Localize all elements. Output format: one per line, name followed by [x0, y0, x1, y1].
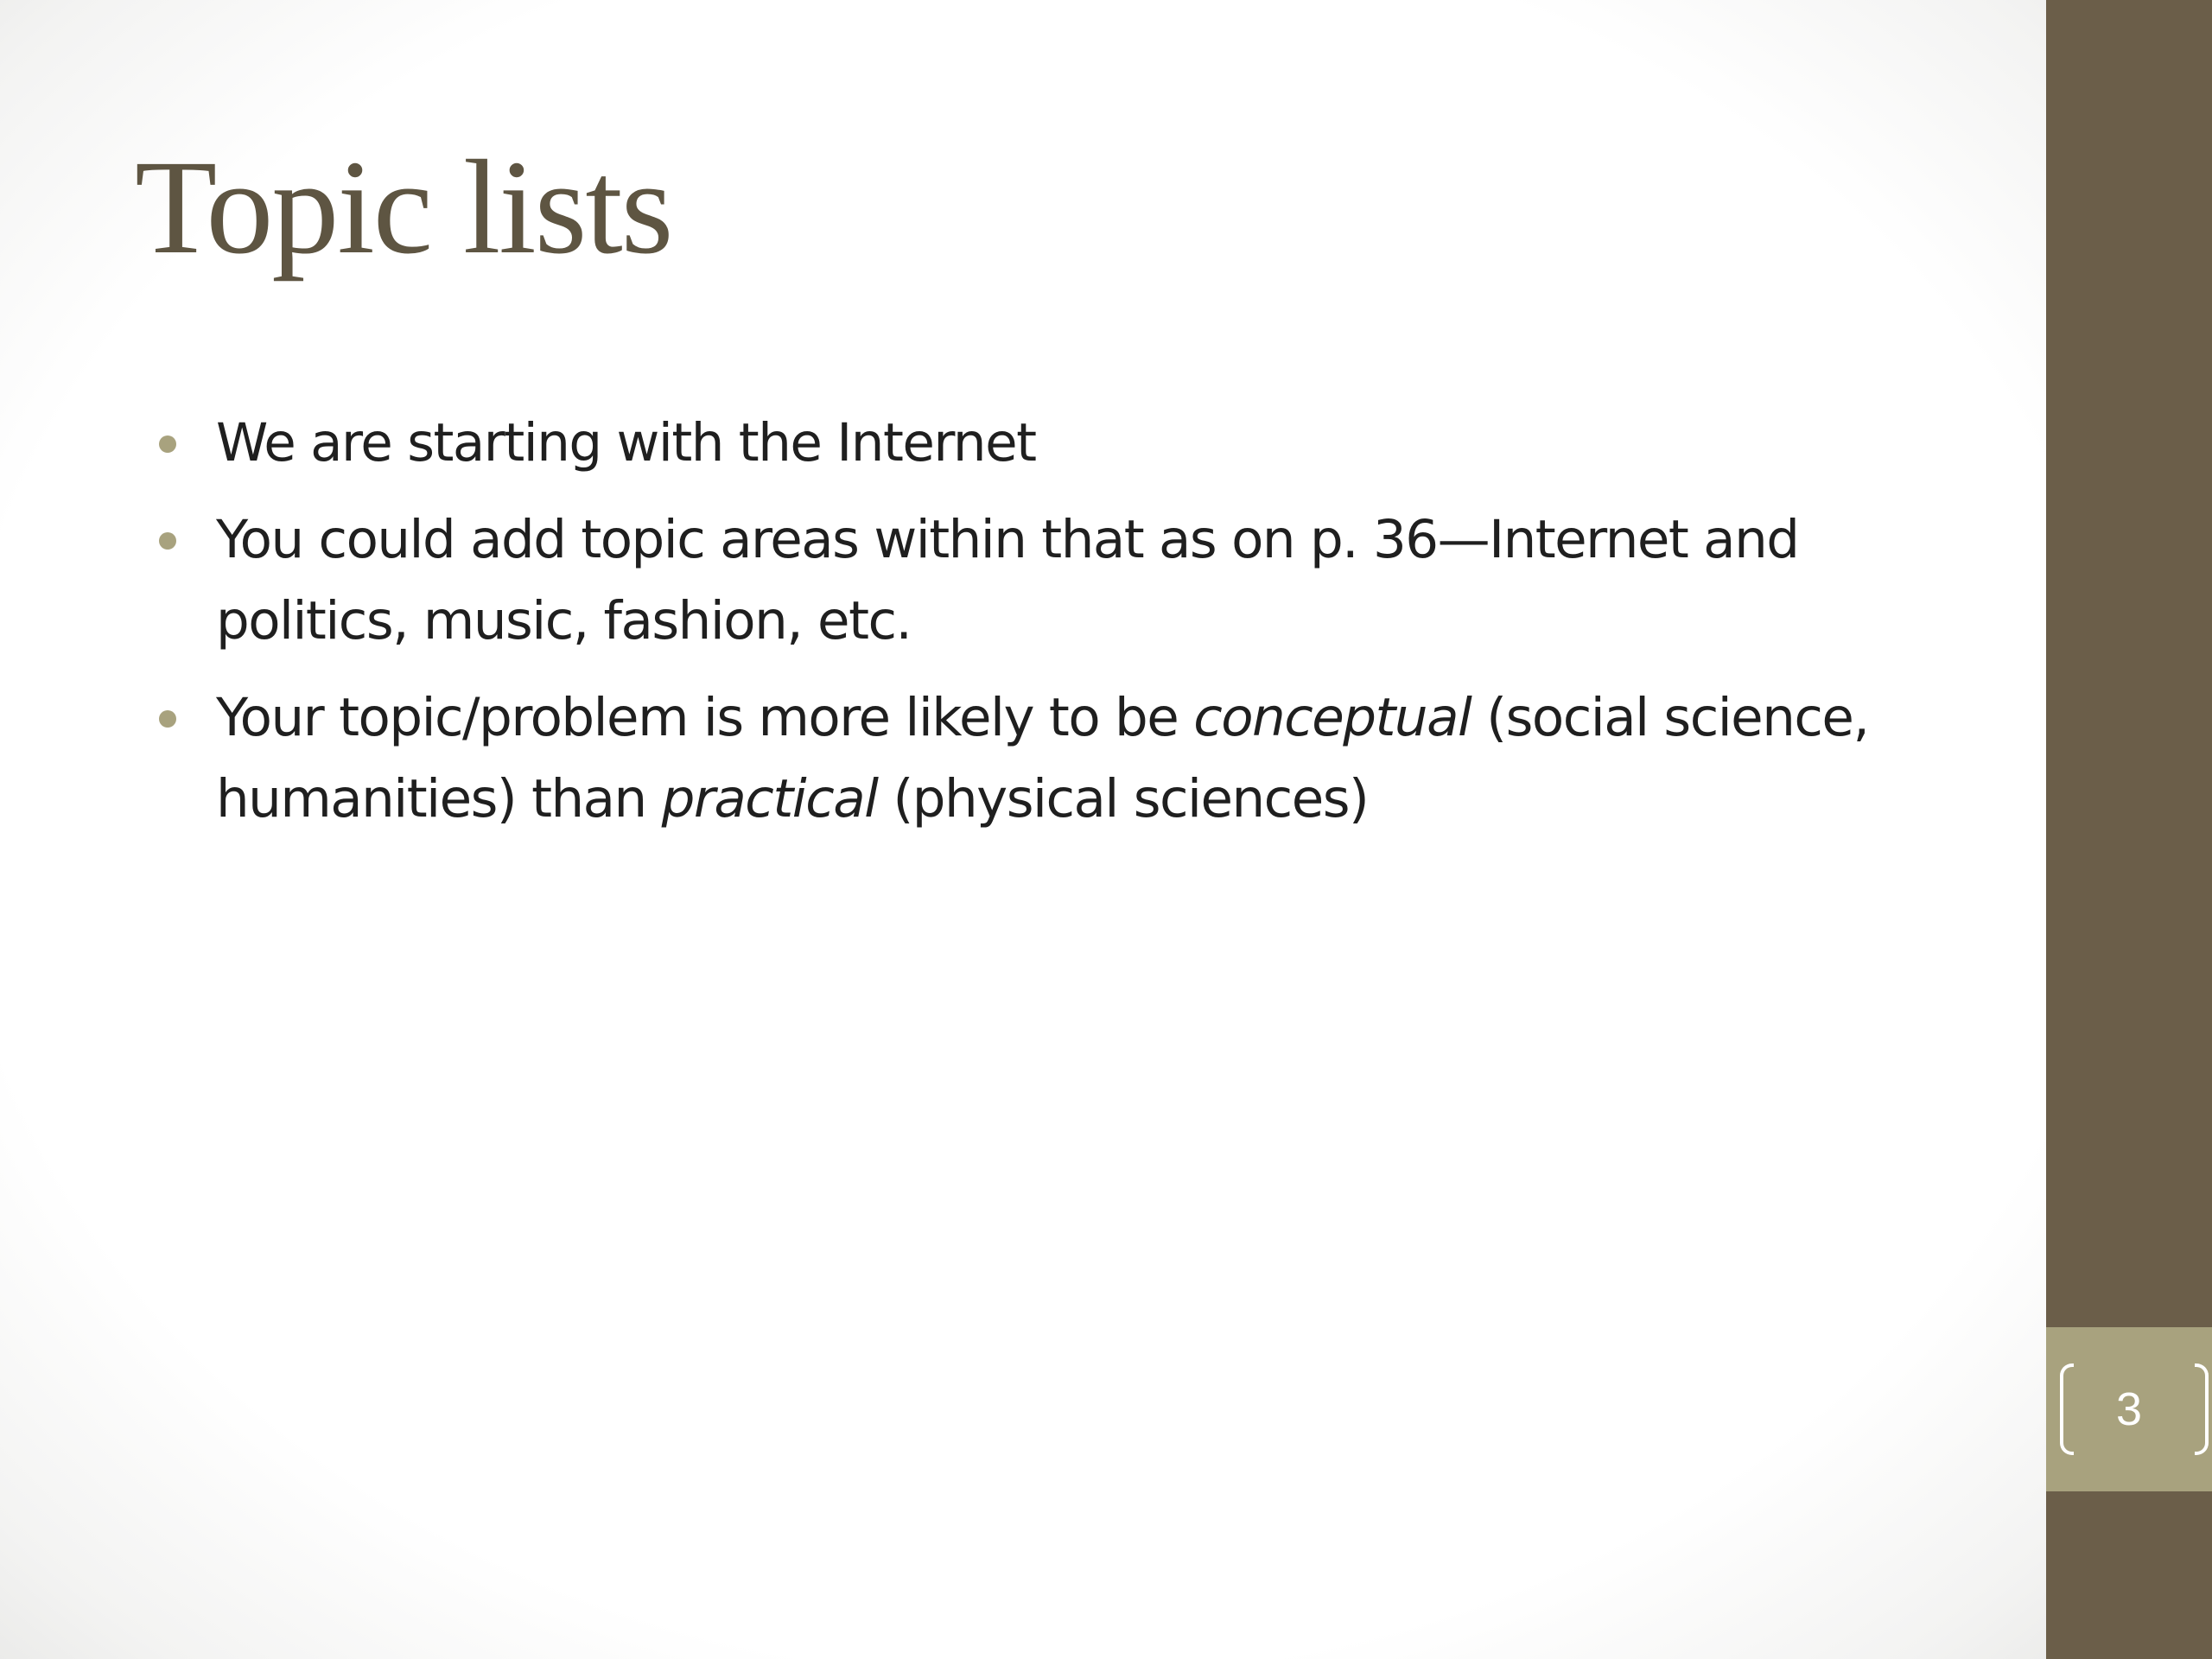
bullet-list — [159, 403, 1887, 855]
bullet-icon — [159, 435, 176, 453]
bullet-item — [159, 403, 1887, 484]
slide-title: Topic lists — [135, 132, 672, 282]
bullet-icon — [159, 710, 176, 728]
bullet-text: We are starting with the Internet — [216, 412, 1036, 474]
bullet-emphasis: practical — [661, 768, 878, 830]
bullet-emphasis: conceptual — [1193, 687, 1471, 748]
bullet-text: Your topic/problem is more likely to be — [216, 687, 1194, 748]
bullet-icon — [159, 532, 176, 550]
slide-number-box — [2046, 1327, 2212, 1491]
right-bracket-icon — [2195, 1363, 2209, 1455]
bullet-text: You could add topic areas within that as on p. 36—Internet and politics, music, fashion, etc. — [216, 509, 1799, 652]
bullet-item — [159, 677, 1887, 840]
slide-number: 3 — [2115, 1383, 2143, 1435]
bullet-text: (physical sciences) — [877, 768, 1369, 830]
bullet-text: (social science, humanities) than — [216, 687, 1869, 830]
bullet-item — [159, 499, 1887, 662]
